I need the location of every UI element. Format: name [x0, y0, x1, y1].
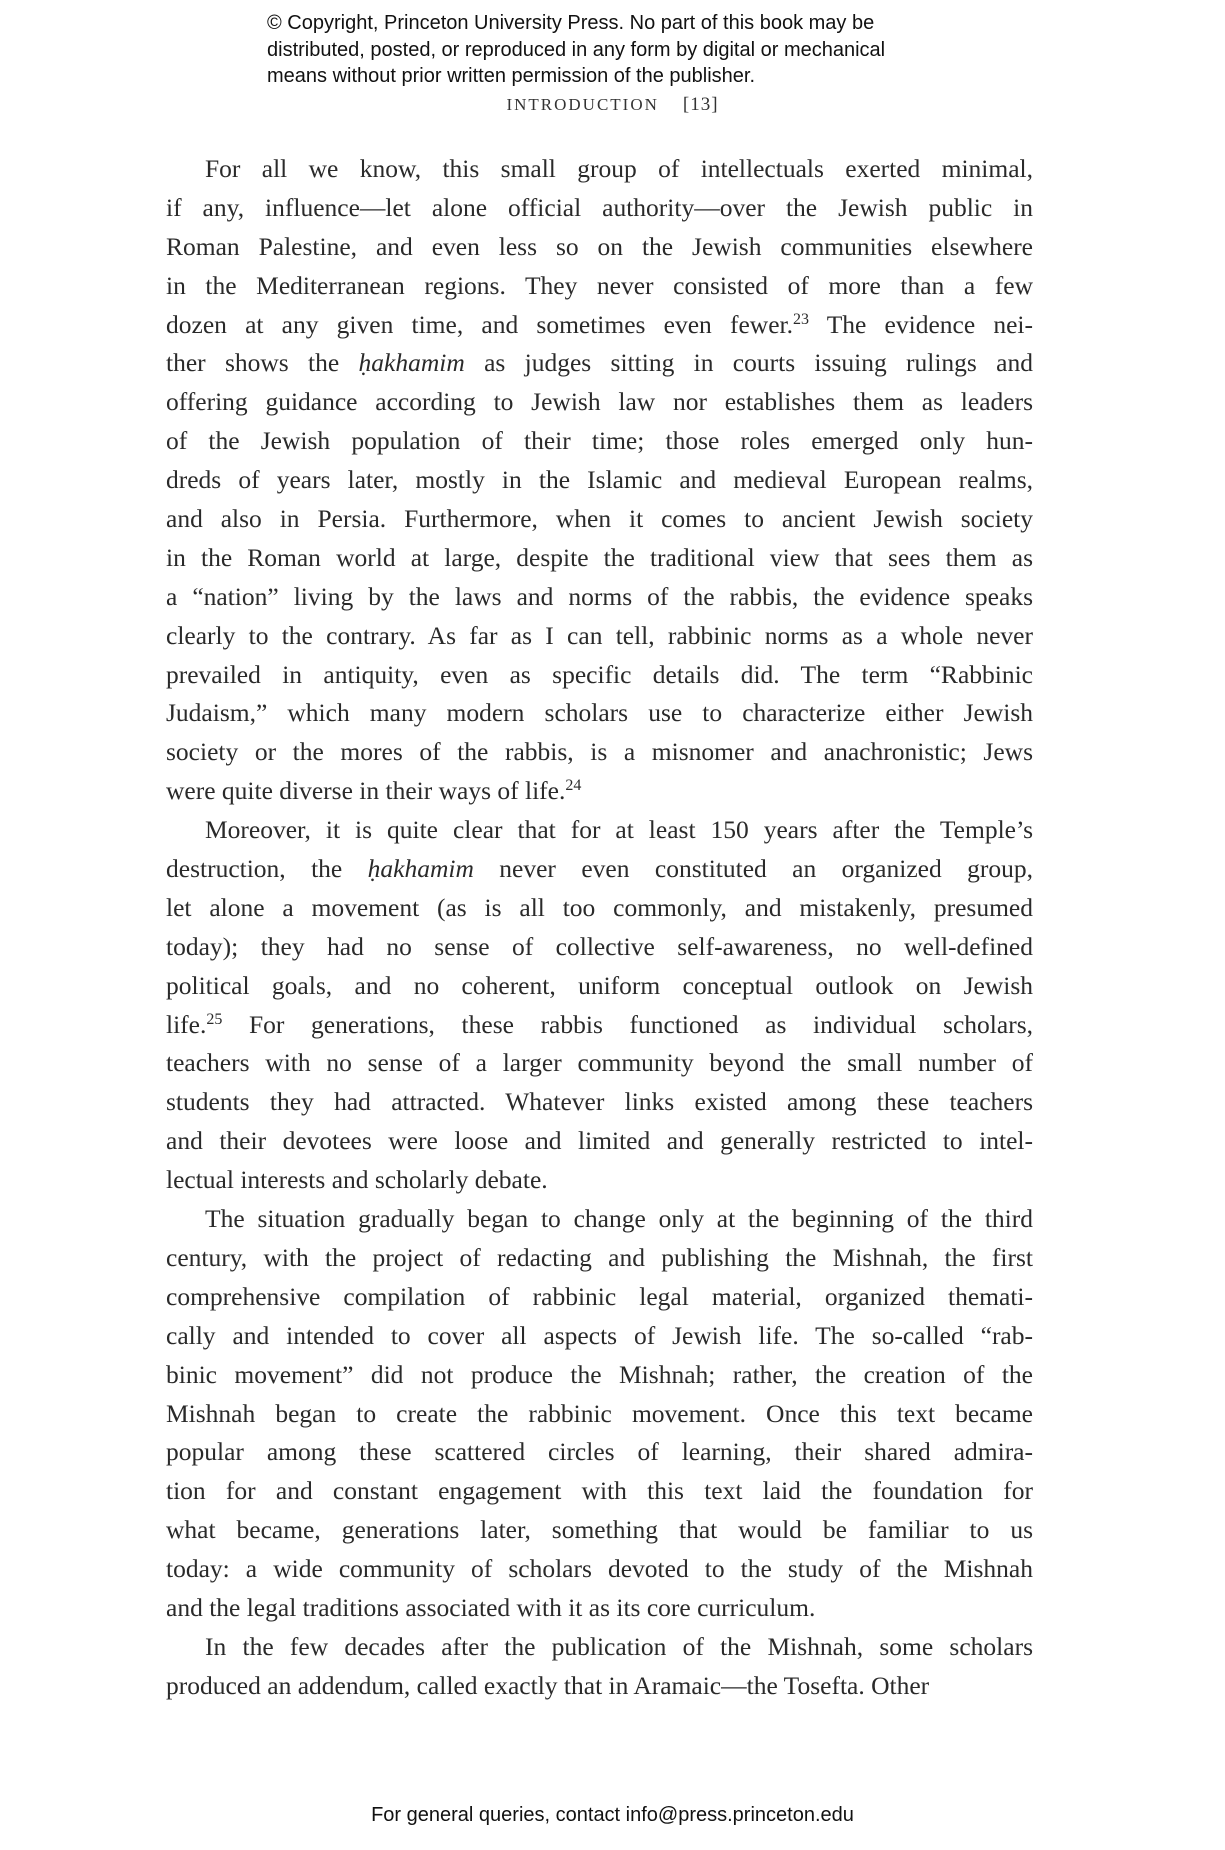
text-line: what became, generations later, something that would be familiar to us	[166, 1515, 1033, 1545]
text-line: binic movement” did not produce the Mishnah; rather, the creation of the	[166, 1359, 1033, 1389]
text-line: students they had attracted. Whatever links existed among these teachers	[166, 1087, 1033, 1117]
text-line: teachers with no sense of a larger community beyond the small number of	[166, 1048, 1033, 1078]
text-line: In the few decades after the publication of the Mishnah, some scholars	[205, 1631, 1033, 1661]
text-line: Mishnah began to create the rabbinic movement. Once this text became	[166, 1398, 1033, 1428]
footnote-marker[interactable]: 24	[565, 777, 582, 795]
text-line: The situation gradually began to change only at the beginning of the third	[205, 1204, 1033, 1234]
paragraph	[166, 811, 1033, 1200]
text-line: a “nation” living by the laws and norms of the rabbis, the evidence speaks	[166, 581, 1033, 611]
paragraph	[166, 1200, 1033, 1628]
text-line: today: a wide community of scholars devoted to the study of the Mishnah	[166, 1554, 1033, 1584]
text-line: if any, influence—let alone official authority—over the Jewish public in	[166, 192, 1033, 222]
text-line: Judaism,” which many modern scholars use to characterize either Jewish	[166, 698, 1033, 728]
text-line: were quite diverse in their ways of life.$^{24}$	[166, 776, 582, 806]
footnote-marker[interactable]: 25	[206, 1010, 223, 1028]
text-line: popular among these scattered circles of learning, their shared admira-	[166, 1437, 1033, 1467]
copyright-notice	[267, 10, 885, 90]
italic-term: ḥakhamim	[358, 348, 465, 378]
text-line: ther shows the ḥakhamim as judges sitting in courts issuing rulings and	[166, 348, 1033, 378]
text-line: cally and intended to cover all aspects of Jewish life. The so-called “rab-	[166, 1320, 1033, 1350]
text-line: clearly to the contrary. As far as I can tell, rabbinic norms as a whole never	[166, 620, 1033, 650]
body-text	[166, 150, 1033, 1706]
text-line: Moreover, it is quite clear that for at least 150 years after the Temple’s	[205, 815, 1033, 845]
text-line: comprehensive compilation of rabbinic legal material, organized themati-	[166, 1281, 1033, 1311]
text-line: lectual interests and scholarly debate.	[166, 1165, 548, 1195]
text-line: and the legal traditions associated with it as its core curriculum.	[166, 1592, 816, 1622]
text-line: tion for and constant engagement with this text laid the foundation for	[166, 1476, 1033, 1506]
copyright-line: means without prior written permission of the publisher.	[267, 65, 756, 87]
text-line: life.$^{25}$ For generations, these rabbis functioned as individual scholars,	[166, 1009, 1033, 1039]
copyright-line: © Copyright, Princeton University Press. No part of this book may be	[267, 12, 875, 34]
page-number: [13]	[682, 94, 719, 115]
text-line: dozen at any given time, and sometimes even fewer.$^{23}$ The evidence nei-	[166, 309, 1033, 339]
text-line: For all we know, this small group of intellectuals exerted minimal,	[205, 154, 1033, 183]
text-line: offering guidance according to Jewish law nor establishes them as leaders	[166, 387, 1033, 417]
text-line: and also in Persia. Furthermore, when it comes to ancient Jewish society	[166, 504, 1033, 534]
paragraph	[166, 1628, 1033, 1706]
text-line: and their devotees were loose and limited and generally restricted to intel-	[166, 1126, 1033, 1156]
text-line: in the Mediterranean regions. They never consisted of more than a few	[166, 270, 1033, 300]
text-line: produced an addendum, called exactly that in Aramaic—the Tosefta. Other	[166, 1670, 930, 1700]
text-line: dreds of years later, mostly in the Islamic and medieval European realms,	[166, 465, 1033, 495]
text-line: today); they had no sense of collective self-awareness, no well-defined	[166, 931, 1033, 961]
text-line: political goals, and no coherent, uniform conceptual outlook on Jewish	[166, 970, 1033, 1000]
text-line: century, with the project of redacting and publishing the Mishnah, the first	[166, 1242, 1033, 1272]
italic-term: ḥakhamim	[367, 854, 474, 884]
text-line: society or the mores of the rabbis, is a misnomer and anachronistic; Jews	[166, 737, 1033, 767]
text-line: in the Roman world at large, despite the traditional view that sees them as	[166, 542, 1033, 572]
paragraph	[166, 150, 1033, 811]
section-title: INTRODUCTION	[506, 95, 659, 114]
text-line: destruction, the ḥakhamim never even constituted an organized group,	[166, 854, 1033, 884]
text-line: let alone a movement (as is all too commonly, and mistakenly, presumed	[166, 892, 1033, 922]
text-line: Roman Palestine, and even less so on the Jewish communities elsewhere	[166, 231, 1033, 261]
text-line: of the Jewish population of their time; those roles emerged only hun-	[166, 426, 1033, 456]
footer-contact: For general queries, contact info@press.princeton.edu	[371, 1804, 854, 1826]
footnote-marker[interactable]: 23	[793, 310, 809, 328]
copyright-line: distributed, posted, or reproduced in any form by digital or mechanical	[267, 38, 886, 61]
running-head	[0, 94, 1225, 116]
text-line: prevailed in antiquity, even as specific details did. The term “Rabbinic	[166, 659, 1033, 689]
